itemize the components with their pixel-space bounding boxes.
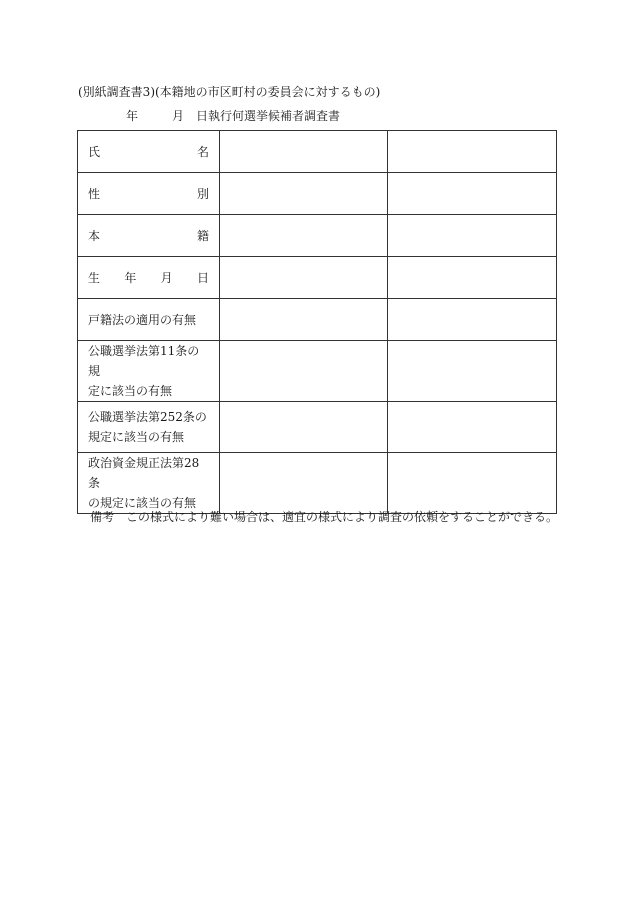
title-year: 年 xyxy=(126,109,139,123)
table-row xyxy=(78,453,557,514)
row-label-election-law-11: 公職選挙法第11条の規 定に該当の有無 xyxy=(78,341,220,402)
table-row xyxy=(78,131,557,173)
value-cell[interactable] xyxy=(388,299,557,341)
value-cell[interactable] xyxy=(220,215,388,257)
value-cell[interactable] xyxy=(220,173,388,215)
table-row xyxy=(78,257,557,299)
remarks-note xyxy=(90,508,558,525)
title-month: 月 xyxy=(172,109,185,123)
value-cell[interactable] xyxy=(220,402,388,453)
table-row xyxy=(78,215,557,257)
title-rest: 日執行何選挙候補者調査書 xyxy=(196,109,341,123)
survey-table xyxy=(77,130,557,514)
value-cell[interactable] xyxy=(220,341,388,402)
row-label-election-law-252: 公職選挙法第252条の 規定に該当の有無 xyxy=(78,402,220,453)
row-label-family-register-law: 戸籍法の適用の有無 xyxy=(78,299,220,341)
row-label-domicile: 本 籍 xyxy=(78,215,220,257)
value-cell[interactable] xyxy=(388,341,557,402)
value-cell[interactable] xyxy=(388,453,557,514)
form-title xyxy=(126,107,340,124)
form-header: (別紙調査書3)(本籍地の市区町村の委員会に対するもの) xyxy=(78,85,381,99)
remarks-tag: 備考 xyxy=(90,510,115,524)
remarks-text: この様式により難い場合は、適宜の様式により調査の依頼をすることができる。 xyxy=(126,510,559,524)
row-label-political-funds-law-28: 政治資金規正法第28条 の規定に該当の有無 xyxy=(78,453,220,514)
value-cell[interactable] xyxy=(220,131,388,173)
value-cell[interactable] xyxy=(220,299,388,341)
row-label-sex: 性 別 xyxy=(78,173,220,215)
value-cell[interactable] xyxy=(388,173,557,215)
value-cell[interactable] xyxy=(388,257,557,299)
table-row xyxy=(78,299,557,341)
value-cell[interactable] xyxy=(388,131,557,173)
value-cell[interactable] xyxy=(388,215,557,257)
row-label-name: 氏 名 xyxy=(78,131,220,173)
row-label-birthdate: 生 年 月 日 xyxy=(78,257,220,299)
table-row xyxy=(78,402,557,453)
value-cell[interactable] xyxy=(388,402,557,453)
value-cell[interactable] xyxy=(220,257,388,299)
table-row xyxy=(78,173,557,215)
table-row xyxy=(78,341,557,402)
value-cell[interactable] xyxy=(220,453,388,514)
